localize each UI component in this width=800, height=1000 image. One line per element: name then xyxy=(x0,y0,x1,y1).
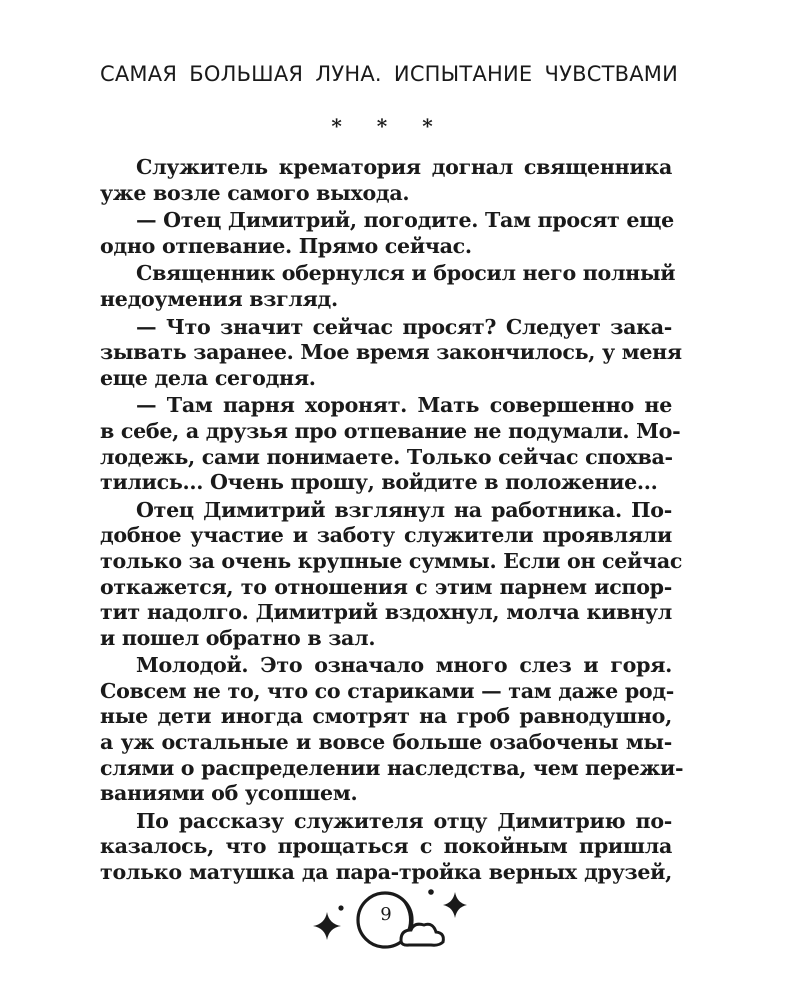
text-line: только за очень крупные суммы. Если он сейчас xyxy=(100,548,683,573)
text-line: и пошел обратно в зал. xyxy=(100,625,376,650)
text-line: недоумения взгляд. xyxy=(100,286,338,311)
text-line: откажется, то отношения с этим парнем испор- xyxy=(100,574,672,599)
body-text xyxy=(100,155,684,886)
text-line: одно отпевание. Прямо сейчас. xyxy=(100,233,472,258)
star-icon xyxy=(443,892,467,918)
paragraph xyxy=(100,393,681,495)
text-line: Священник обернулся и бросил него полный xyxy=(136,261,676,286)
text-line: ваниями об усопшем. xyxy=(100,781,358,806)
text-line: уже возле самого выхода. xyxy=(100,180,410,205)
text-line: слями о распределении наследства, чем пережи- xyxy=(100,755,684,780)
text-line: Служитель крематория догнал священника xyxy=(136,155,672,179)
text-line: Молодой. Это означало много слез и горя. xyxy=(136,653,672,678)
text-line: зывать заранее. Мое время закончилось, у меня xyxy=(100,340,682,365)
text-line: лодежь, сами понимаете. Только сейчас спохва- xyxy=(100,444,673,469)
cloud-icon xyxy=(401,924,443,945)
page-number: 9 xyxy=(380,904,392,925)
text-line: — Там парня хоронят. Мать совершенно не xyxy=(136,393,672,418)
text-line: еще дела сегодня. xyxy=(100,365,316,390)
star-icon xyxy=(313,912,341,940)
text-line: только матушка да пара-тройка верных друзей, xyxy=(100,860,672,885)
text-line: — Отец Димитрий, погодите. Там просят еще xyxy=(136,208,674,233)
text-line: добное участие и заботу служители проявляли xyxy=(100,523,672,548)
paragraph xyxy=(100,155,672,206)
paragraph xyxy=(100,261,676,312)
paragraph xyxy=(100,653,684,807)
paragraph xyxy=(100,809,672,886)
star-dot-icon xyxy=(428,889,434,895)
text-line: ные дети иногда смотрят на гроб равнодушно, xyxy=(100,704,672,729)
star-dot-icon xyxy=(338,905,343,910)
running-header: САМАЯ БОЛЬШАЯ ЛУНА. ИСПЫТАНИЕ ЧУВСТВАМИ xyxy=(100,62,678,86)
text-line: в себе, а друзья про отпевание не подумали. Мо- xyxy=(100,418,681,443)
text-line: — Что значит сейчас просят? Следует зака- xyxy=(136,314,672,339)
text-line: тит надолго. Димитрий вздохнул, молча кивнул xyxy=(100,600,672,625)
text-line: Совсем не то, что со стариками — там даже род- xyxy=(100,678,675,703)
text-line: тились... Очень прошу, войдите в положение... xyxy=(100,470,658,495)
paragraph xyxy=(100,497,683,652)
section-separator: * * * xyxy=(331,114,447,138)
text-line: казалось, что прощаться с покойным пришла xyxy=(100,834,672,859)
paragraph xyxy=(100,314,682,392)
paragraph xyxy=(100,208,672,259)
text-line: Отец Димитрий взглянул на работника. По- xyxy=(136,497,672,522)
text-line: По рассказу служителя отцу Димитрию по- xyxy=(136,808,672,833)
text-line: а уж остальные и вовсе больше озабочены мы- xyxy=(100,730,672,755)
